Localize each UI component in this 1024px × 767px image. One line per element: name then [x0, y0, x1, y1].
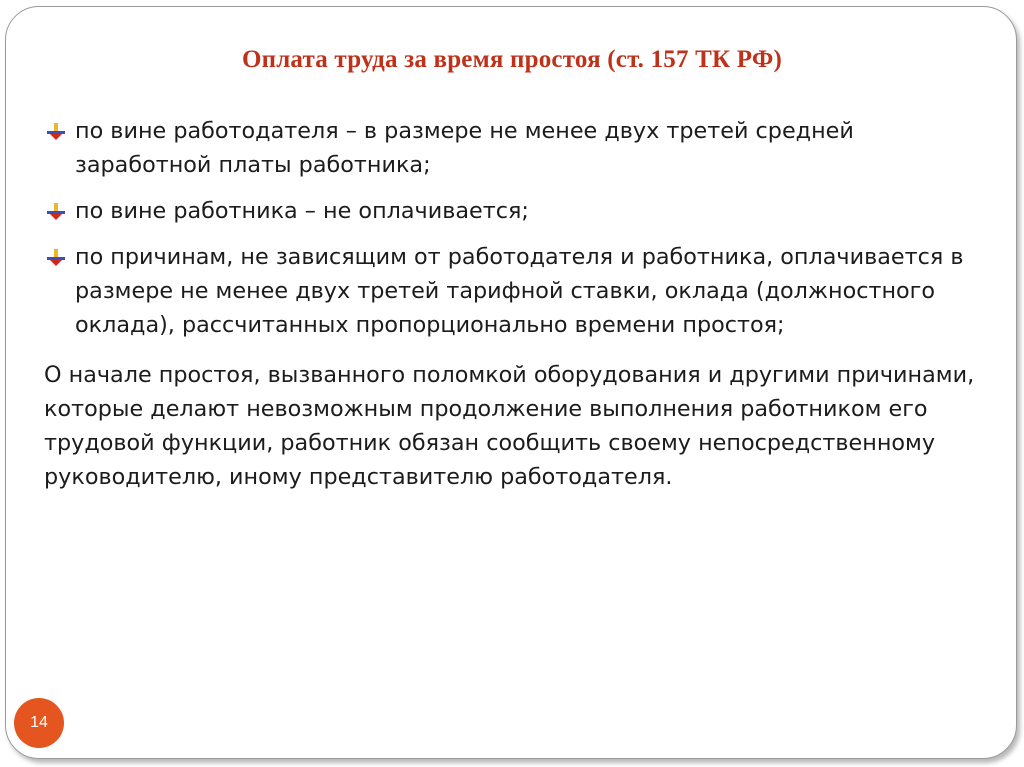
- arrow-down-bullet-icon: [46, 249, 66, 267]
- arrow-down-bullet-icon: [46, 123, 66, 141]
- bullet-text: по вине работодателя – в размере не менее двух третей средней заработной платы работника;: [75, 118, 854, 178]
- bullet-item: [44, 194, 984, 228]
- arrow-down-bullet-icon: [46, 203, 66, 221]
- bullet-item: [44, 114, 984, 182]
- page-number-badge: 14: [14, 698, 64, 748]
- bullet-item: [44, 240, 984, 342]
- bullet-text: по причинам, не зависящим от работодателя и работника, оплачивается в размере не менее двух третей тарифной ставки, оклада (должностного оклада), рассчитанных пропорционально времени простоя;: [75, 244, 964, 338]
- slide-content: [44, 114, 984, 494]
- slide-title: Оплата труда за время простоя (ст. 157 ТК РФ): [241, 46, 783, 73]
- body-paragraph: О начале простоя, вызванного поломкой оборудования и другими причинами, которые делают невозможным продолжение выполнения работником его трудовой функции, работник обязан сообщить своему непосредственному руководителю, иному представителю работодателя.: [44, 362, 975, 490]
- bullet-text: по вине работника – не оплачивается;: [75, 198, 529, 224]
